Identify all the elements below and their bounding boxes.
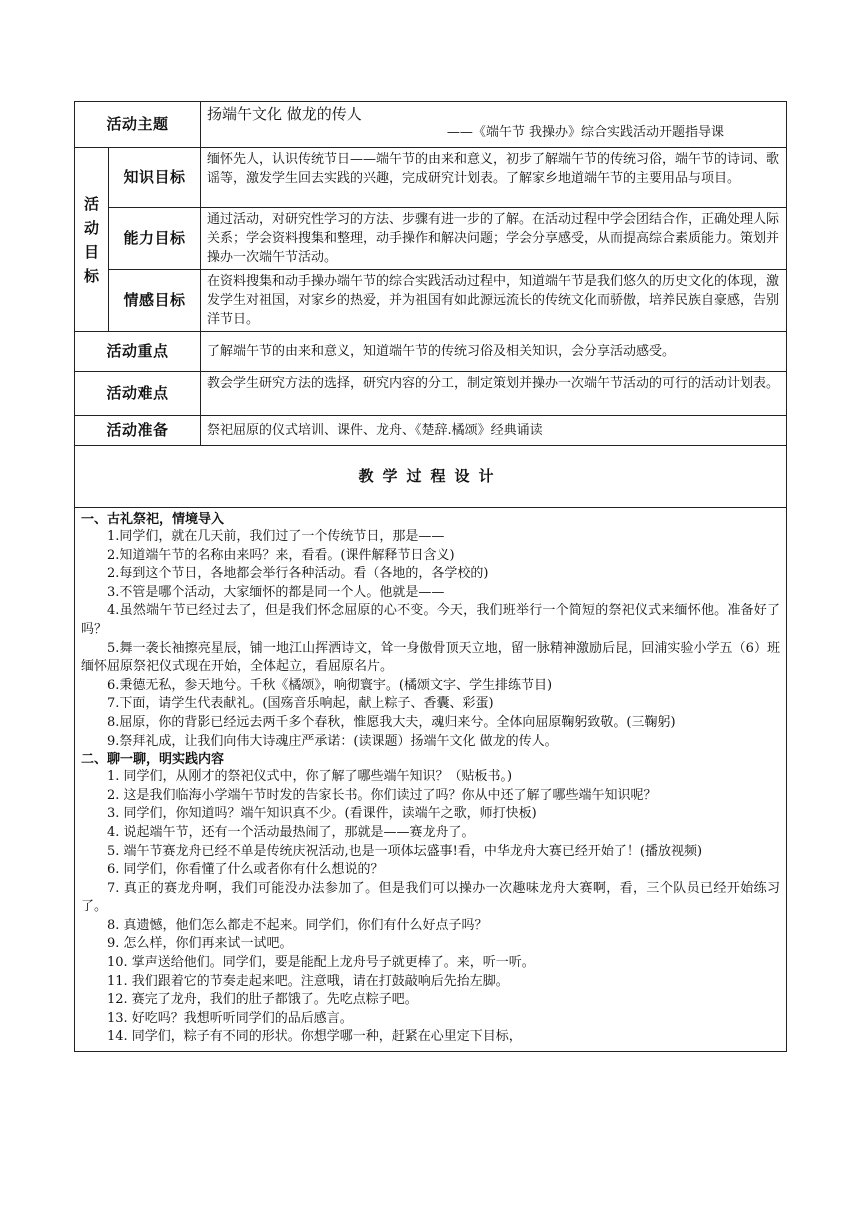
design-title: 教学过程设计 (75, 446, 787, 508)
goals-group-char: 动 (83, 218, 99, 237)
key-points-text: 了解端午节的由来和意义，知道端午节的传统习俗及相关知识，会分享活动感受。 (201, 332, 787, 372)
ability-goal-text: 通过活动，对研究性学习的方法、步骤有进一步的了解。在活动过程中学会团结合作，正确处理人际关系；学会资料搜集和整理，动手操作和解决问题；学会分享感受，从而提高综合素质能力。策划并操办一次端午节活动。 (201, 208, 787, 270)
knowledge-goal-text: 缅怀先人，认识传统节日——端午节的由来和意义，初步了解端午节的传统习俗，端午节的诗词、歌谣等，激发学生回去实践的兴趣，完成研究计划表。了解家乡地道端午节的主要用品与项目。 (201, 148, 787, 208)
preparation-text: 祭祀屈原的仪式培训、课件、龙舟、《楚辞.橘颂》经典诵读 (201, 416, 787, 446)
lesson-plan-table (74, 101, 787, 1052)
process-item: 1.同学们，就在几天前，我们过了一个传统节日，那是—— (107, 529, 445, 544)
emotion-goal-label: 情感目标 (109, 270, 201, 332)
knowledge-goal-row (75, 148, 787, 208)
process-item: 11. 我们跟着它的节奏走起来吧。注意哦，请在打鼓敲响后先抬左脚。 (107, 973, 509, 989)
goals-group-char: 活 (83, 194, 99, 213)
ability-goal-row (75, 208, 787, 270)
process-row (75, 508, 787, 1052)
process-item: 3. 同学们，你知道吗？端午知识真不少。(看课件，读端午之歌，师打快板) (107, 806, 537, 822)
design-title-row (75, 446, 787, 508)
ability-goal-label: 能力目标 (109, 208, 201, 270)
key-points-label: 活动重点 (75, 332, 201, 372)
section-heading: 一、古礼祭祀，情境导入 (81, 512, 225, 527)
theme-label: 活动主题 (75, 102, 201, 148)
difficulties-row (75, 372, 787, 416)
process-item: 7. 真正的赛龙舟啊，我们可能没办法参加了。但是我们可以操办一次趣味龙舟大赛啊，看，三个队员已经开始练习了。 (81, 880, 781, 915)
process-item: 7.下面，请学生代表献礼。(国殇音乐响起，献上粽子、香囊、彩蛋) (107, 696, 494, 712)
process-item: 4. 说起端午节，还有一个活动最热闹了，那就是——赛龙舟了。 (107, 824, 475, 840)
process-item: 8.屈原，你的背影已经远去两千多个春秋，惟愿我大夫，魂归来兮。全体向屈原鞠躬致敬。(三鞠躬) (107, 714, 676, 730)
process-item: 13. 好吃吗？我想听听同学们的品后感言。 (107, 1010, 353, 1026)
process-item: 14. 同学们，粽子有不同的形状。你想学哪一种，赶紧在心里定下目标， (107, 1029, 522, 1045)
process-item: 2. 这是我们临海小学端午节时发的告家长书。你们读过了吗？你从中还了解了哪些端午知识呢？ (107, 787, 657, 803)
key-points-row (75, 332, 787, 372)
theme-content (201, 102, 787, 148)
section-heading: 二、聊一聊，明实践内容 (81, 752, 225, 768)
process-item: 5. 端午节赛龙舟已经不单是传统庆祝活动,也是一项体坛盛事!看，中华龙舟大赛已经开始了！(播放视频) (107, 843, 703, 859)
emotion-goal-row (75, 270, 787, 332)
process-item: 4.虽然端午节已经过去了，但是我们怀念屈原的心不变。今天，我们班举行一个简短的祭祀仪式来缅怀他。准备好了吗？ (81, 603, 781, 637)
knowledge-goal-label: 知识目标 (109, 148, 201, 208)
process-item: 2.知道端午节的名称由来吗？来，看看。(课件解释节日含义) (107, 547, 455, 563)
process-item: 9.祭拜礼成，让我们向伟大诗魂庄严承诺：(读课题）扬端午文化 做龙的传人。 (107, 733, 558, 749)
process-content (75, 508, 787, 1052)
process-item: 12. 赛完了龙舟，我们的肚子都饿了。先吃点粽子吧。 (107, 992, 418, 1008)
preparation-label: 活动准备 (75, 416, 201, 446)
theme-title: 扬端午文化 做龙的传人 (207, 105, 362, 123)
goals-group-char: 目 (83, 242, 99, 261)
goals-group-label (75, 148, 109, 332)
process-item: 9. 怎么样，你们再来试一试吧。 (107, 936, 293, 952)
process-item: 1. 同学们，从刚才的祭祀仪式中，你了解了哪些端午知识？（贴板书。) (107, 769, 513, 785)
process-item: 2.每到这个节日，各地都会举行各种活动。看（各地的，各学校的) (107, 566, 489, 582)
process-item: 3.不管是哪个活动，大家缅怀的都是同一个人。他就是—— (107, 584, 445, 600)
preparation-row (75, 416, 787, 446)
process-item: 6. 同学们，你看懂了什么或者你有什么想说的？ (107, 862, 384, 878)
theme-row (75, 102, 787, 148)
process-item: 10. 掌声送给他们。同学们，要是能配上龙舟号子就更棒了。来，听一听。 (107, 955, 535, 971)
theme-subtitle: ——《端午节 我操办》综合实践活动开题指导课 (446, 125, 725, 140)
difficulties-label: 活动难点 (75, 372, 201, 416)
lesson-plan-page (74, 101, 786, 1052)
emotion-goal-text: 在资料搜集和动手操办端午节的综合实践活动过程中，知道端午节是我们悠久的历史文化的体现，激发学生对祖国，对家乡的热爱，并为祖国有如此源远流长的传统文化而骄傲，培养民族自豪感，告别洋节日。 (201, 270, 787, 332)
process-item: 8. 真遗憾，他们怎么都走不起来。同学们，你们有什么好点子吗？ (107, 917, 488, 933)
goals-group-char: 标 (83, 266, 99, 285)
process-item: 5.舞一袭长袖擦亮星辰，铺一地江山挥洒诗文，耸一身傲骨顶天立地，留一脉精神激励后昆，回浦实验小学五（6）班缅怀屈原祭祀仪式现在开始，全体起立，看屈原名片。 (81, 640, 781, 675)
difficulties-text: 教会学生研究方法的选择，研究内容的分工，制定策划并操办一次端午节活动的可行的活动计划表。 (201, 372, 787, 416)
process-item: 6.秉德无私，参天地兮。千秋《橘颂》，响彻寰宇。(橘颂文字、学生排练节目) (107, 677, 553, 693)
